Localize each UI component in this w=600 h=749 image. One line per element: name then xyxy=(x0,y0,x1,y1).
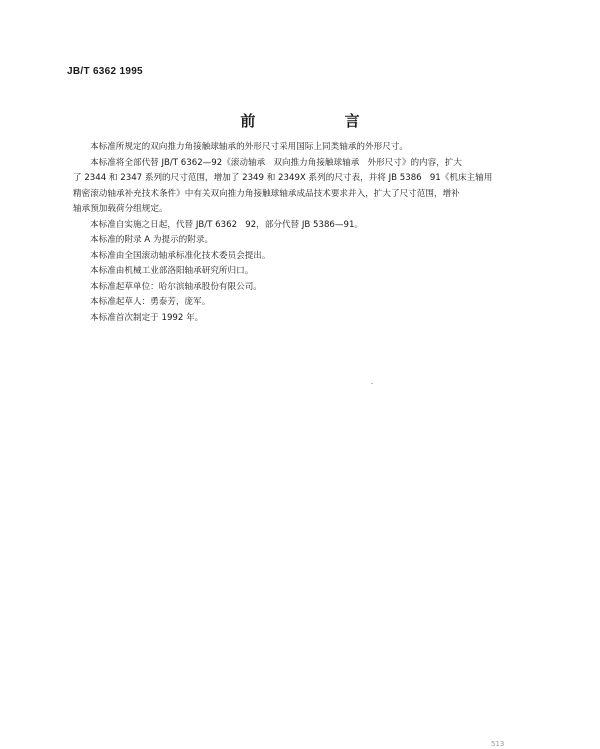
scan-speck xyxy=(371,383,373,384)
paragraph-scope: 本标准所规定的双向推力角接触球轴承的外形尺寸采用国际上同类轴承的外形尺寸。 xyxy=(90,142,408,152)
paragraph-replacement-line-3: 精密滚动轴承补充技术条件》中有关双向推力角接触球轴承成品技术要求并入，扩大了尺寸范围，增补 xyxy=(73,188,460,199)
paragraph-centralized: 本标准由机械工业部洛阳轴承研究所归口。 xyxy=(90,266,254,276)
paragraph-appendix: 本标准的附录 A 为提示的附录。 xyxy=(90,235,214,245)
paragraph-drafting-unit: 本标准起草单位：哈尔滨轴承股份有限公司。 xyxy=(90,281,262,292)
paragraph-replacement-line-1: 本标准将全部代替 JB/T 6362—92《滚动轴承 双向推力角接触球轴承 外形尺寸》的内容，扩大 xyxy=(90,157,463,168)
paragraph-effective-date: 本标准自实施之日起，代替 JB/T 6362 92，部分代替 JB 5386—91。 xyxy=(90,219,364,230)
page-number: 513 xyxy=(491,740,505,748)
foreword-body xyxy=(73,140,548,326)
paragraph-drafters: 本标准起草人：勇泰芳，庞军。 xyxy=(90,297,211,307)
paragraph-replacement-line-2: 了 2344 和 2347 系列的尺寸范围，增加了 2349 和 2349X 系列的尺寸表，并将 JB 5386 91《机床主轴用 xyxy=(73,173,493,183)
page-title: 前 言 xyxy=(240,112,402,130)
paragraph-first-issued: 本标准首次制定于 1992 年。 xyxy=(90,312,204,323)
standard-code: JB/T 6362 1995 xyxy=(67,66,143,77)
paragraph-replacement-line-4: 轴承预加载荷分组规定。 xyxy=(73,204,168,214)
paragraph-proposer: 本标准由全国滚动轴承标准化技术委员会提出。 xyxy=(90,250,271,261)
